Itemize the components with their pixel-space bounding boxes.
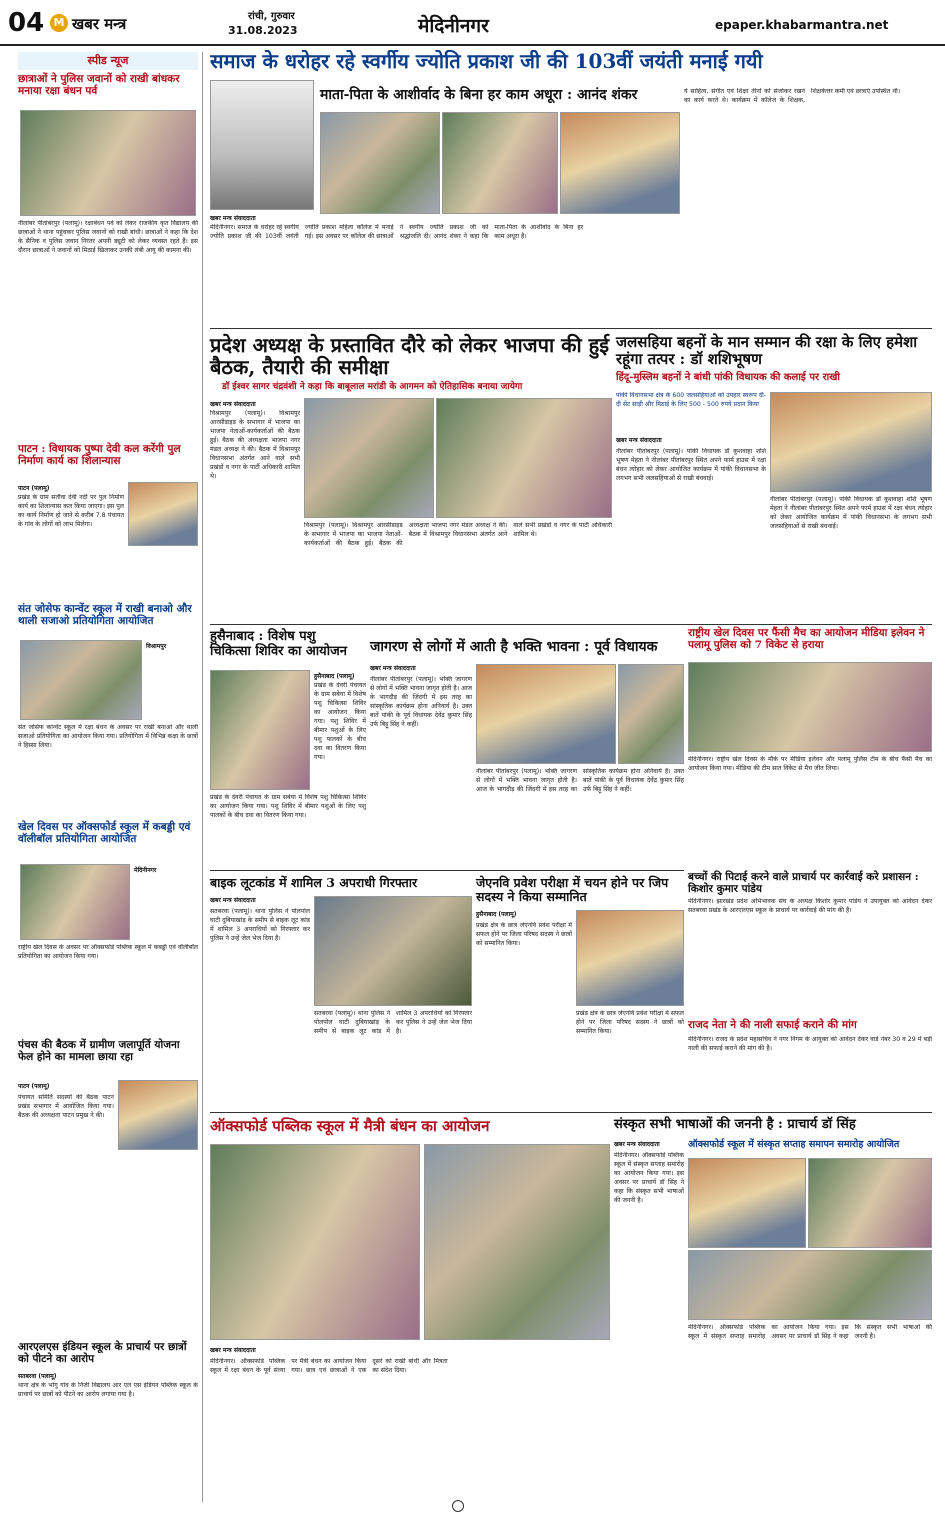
story-patan-body: प्रखंड के ग्राम सतौवा देवी नदी पर पुल निर्माण कार्य का शिलान्यास कल किया जाएगा। इस पुल का कार्य निर्माण हो जाने से करीब 7.8 पंचायत के गांव के लोगों को लाभ मिलेगा।: [18, 494, 124, 528]
story-pandey-body: मेदिनीनगर। झारखंड प्रदेश अभिभावक संघ के अध्यक्ष किशोर कुमार पांडेय ने उपायुक्त को आवेदन देकर सतबरवा प्रखंड के आरएलएस स्कूल के प्राचार्य पर कार्रवाई की मांग की है।: [688, 898, 932, 914]
byline-top: खबर मन्त्र संवाददाता: [210, 215, 256, 222]
edition-name: मेदिनीनगर: [418, 15, 489, 37]
photo-jyoti-prakash: [210, 80, 314, 210]
photo-maitri-students-1: [210, 1144, 420, 1340]
photo-panchayat: [118, 1080, 198, 1150]
photo-event-2: [442, 112, 558, 214]
story-st-joseph-body: संत जोसेफ कान्वेंट स्कूल में रक्षा बंधन के अवसर पर राखी बनाओ और थाली सजाओ प्रतियोगिता का आयोजन किया गया। प्रतियोगिता में विभिन्न कक्षा के छात्रों ने हिस्सा लिया।: [18, 724, 198, 749]
column-divider: [202, 52, 203, 1502]
headline-st-joseph: संत जोसेफ कान्वेंट स्कूल में राखी बनाओ और थाली सजाओ प्रतियोगिता आयोजित: [18, 603, 192, 627]
headline-jnv: जेएनवि प्रवेश परीक्षा में चयन होने पर जिप सदस्य ने किया सम्मानित: [476, 875, 669, 904]
byline-sanskrit: खबर मन्त्र संवाददाता: [614, 1141, 660, 1148]
headline-bhakti: जागरण से लोगों में आती है भक्ति भावना : पूर्व विधायक: [370, 639, 658, 655]
section-speed-news: स्पीड न्यूज: [18, 52, 198, 70]
headline-bjp-meeting: प्रदेश अध्यक्ष के प्रस्तावित दौरे को लेकर भाजपा की हुई बैठक, तैयारी की समीक्षा: [210, 333, 610, 380]
photo-bjp-meeting-2: [436, 398, 612, 518]
bullet-rakhi: पांकी विधानसभा क्षेत्र के 600 जलसहियाओं को उपहार स्वरूप दी- दी सेट साड़ी और मिठाई के लिए 500 - 500 रुपये प्रदान किया: [616, 392, 766, 408]
photo-students-police: [20, 110, 196, 216]
masthead: [0, 0, 945, 46]
story-loot-body: सतबरवा (पलामू)। थाना पुलिस ने पोलपोल घाटी दुबियाखांड़ के समीप से बाइक लूट कांड में शामिल 3 अपराधियों को गिरफ्तार कर पुलिस ने उन्हें जेल भेज दिया है।: [210, 908, 310, 942]
byline-medininagar: मेदिनीनगर: [134, 867, 157, 874]
brand-name: खबर मन्त्र: [72, 15, 127, 33]
story-drain-body: मेदिनीनगर। राजद के प्रदेश महासचिव ने नगर निगम के आयुक्त को आवेदन देकर वार्ड नंबर 30 व 29 में बड़ी नाली की सफाई कराने की मांग की है।: [688, 1036, 932, 1052]
photo-sanskrit-event-3: [688, 1250, 932, 1320]
story-panchayat-body: पंचायत समिति सदस्यों की बैठक पाटन प्रखंड सभागार में आयोजित किया गया। बैठक की अध्यक्षता पाटन प्रमुख ने की।: [18, 1094, 114, 1119]
byline-bishrampur: विश्रामपुर: [146, 643, 167, 650]
photo-mla-pushpa-devi: [128, 482, 198, 546]
photo-cricket-teams: [688, 662, 932, 752]
headline-oxford-kabaddi: खेल दिवस पर ऑक्सफोर्ड स्कूल में कबड्डी एवं वॉलीबॉल प्रतियोगिता आयोजित: [18, 821, 191, 845]
photo-sanskrit-event-1: [688, 1158, 806, 1248]
story-oxford-body: मेदिनीनगर। ऑक्सफोर्ड पब्लिक स्कूल में रक्षा बंधन के पूर्व संध्या पर मैत्री बंधन का आयोजन किया गया। छात्र एवं छात्राओं ने एक दूसरे को राखी बांधी और मित्रता का संदेश दिया।: [210, 1358, 448, 1374]
photo-event-1: [320, 112, 440, 214]
photo-sanskrit-event-2: [808, 1158, 932, 1248]
headline-patan-bridge: पाटन : विधायक पुष्पा देवी कल करेंगी पुल निर्माण कार्य का शिलान्यास: [18, 443, 181, 467]
byline-rakhi: खबर मन्त्र संवाददाता: [616, 437, 662, 444]
photo-bjp-meeting-1: [304, 398, 434, 518]
page-number: 04: [8, 8, 45, 38]
photo-kabaddi: [20, 864, 130, 940]
headline-sanskrit: संस्कृत सभी भाषाओं की जननी है : प्राचार्य डॉ सिंह: [614, 1117, 856, 1132]
story-sanskrit-body: मेदिनीनगर। ऑक्सफोर्ड पब्लिक स्कूल में संस्कृत सप्ताह समारोह का आयोजन किया गया। इस अवसर पर प्राचार्य डॉ सिंह ने कहा कि संस्कृत सभी भाषाओं की जननी है।: [614, 1152, 684, 1204]
divider-bottom: [210, 1112, 932, 1113]
byline-bjp: खबर मन्त्र संवाददाता: [210, 401, 256, 408]
divider-mid-2: [210, 870, 684, 871]
headline-jalsahiya: जलसहिया बहनों के मान सम्मान की रक्षा के लिए हमेशा रहूंगा तत्पर : डॉ शशिभूषण: [616, 333, 918, 368]
left-column: [18, 52, 198, 1502]
photo-maitri-students-2: [424, 1144, 610, 1340]
photo-event-3: [560, 112, 680, 214]
byline-hussainabad: हुसैनाबाद (पलामू): [314, 673, 355, 680]
story-bhakti-body-2: नीलांबर पीतांबरपुर (पलामू)। भक्ति जागरण से लोगों में भक्ति भावना जागृत होती है। आज के भागदौड़ की जिंदगी में इस तरह का सांस्कृतिक कार्यक्रम होना अनिवार्य है। उक्त बातें पांकी के पूर्व विधायक देवेंद्र कुमार सिंह उर्फ बिट्टू सिंह ने कहीं।: [476, 768, 684, 793]
photo-arrested: [314, 896, 472, 1006]
masthead-date: 31.08.2023: [228, 24, 298, 37]
story-rakhi-police-body: नीलांबर पीतांबरपुर (पलामू)। रक्षाबंधन पर्व को लेकर राजकीय कृत विद्यालय की छात्राओं ने थाना पहुंचकर पुलिस जवानों को राखी बांधी। छात्राओं ने कहा कि देश के सैनिक व पुलिस जवान निरंतर अपनी ड्यूटी को लेकर व्यवस्त रहते हैं। इस दौरान छात्राओं ने जवानों को मिठाई खिलाकर उनकी लंबी आयु की कामना की।: [18, 220, 198, 254]
story-bhakti-body: नीलांबर पीतांबरपुर (पलामू)। भक्ति जागरण से लोगों में भक्ति भावना जागृत होती है। आज के भागदौड़ की जिंदगी में इस तरह का सांस्कृतिक कार्यक्रम होना अनिवार्य है। उक्त बातें पांकी के पूर्व विधायक देवेंद्र कुमार सिंह उर्फ बिट्टू सिंह ने कहीं।: [370, 676, 472, 728]
top-subheadline: माता-पिता के आशीर्वाद के बिना हर काम अधूरा : आनंद शंकर: [320, 87, 638, 103]
headline-pandey: बच्चों की पिटाई करने वाले प्राचार्य पर कार्रवाई करे प्रशासन : किशोर कुमार पांडेय: [688, 871, 919, 895]
photo-bhakti-2: [618, 664, 684, 764]
story-sports-body: मेदिनीनगर। राष्ट्रीय खेल दिवस के मौके पर मीडिया इलेवन और पलामू पुलिस टीम के बीच फैंसी मैच का आयोजन किया गया। मीडिया की टीम सात विकेट से मैच जीत लिया।: [688, 756, 932, 772]
brand-logo-icon: M: [50, 14, 68, 32]
story-rakhi-body: नीलांबर पीतांबरपुर (पलामू)। पांकी विधायक डॉ कुशवाहा शशि भूषण मेहता ने नीलांबर पीतांबरपुर स्थित अपने फार्म हाउस में रक्षा बंधन त्योहार को लेकर आयोजित कार्यक्रम में पांकी विधानसभा के लगभग सभी जलसहियाओं से राखी बंधवाई।: [616, 448, 766, 482]
story-rakhi-body-2: नीलांबर पीतांबरपुर (पलामू)। पांकी विधायक डॉ कुशवाहा शशि भूषण मेहता ने नीलांबर पीतांबरपुर स्थित अपने फार्म हाउस में रक्षा बंधन त्योहार को लेकर आयोजित कार्यक्रम में पांकी विधानसभा के लगभग सभी जलसहियाओं से राखी बंधवाई।: [770, 496, 932, 530]
headline-panchayat-water: पंचस की बैठक में ग्रामीण जलापूर्ति योजना फेल होने का मामला छाया रहा: [18, 1039, 180, 1063]
story-vet-body: प्रखंड के देवरी पंचायत के ग्राम सबेया में विशेष पशु चिकित्सा शिविर का आयोजन किया गया। पशु शिविर में बीमार पशुओं के लिए पशु पालकों के बीच दवा का वितरण किया गया।: [314, 682, 366, 761]
story-rls-body: थाना क्षेत्र के भोगु गांव के निजी विद्यालय आर एल एस इंडियन पब्लिक स्कूल के प्राचार्य पर छात्रों को पीटने का आरोप लगाया गया है।: [18, 1382, 198, 1398]
deck-bjp: डॉ ईश्वर सागर चंद्रवंशी ने कहा कि बाबूलाल मरांडी के आगमन को ऐतिहासिक बनाया जायेगा: [222, 382, 523, 392]
byline-patan-2: पाटन (पलामू): [18, 1083, 50, 1090]
byline-jnv: हुसैनाबाद (पलामू): [476, 911, 517, 918]
top-story-body: मेदिनीनगर। समाज के धरोहर रहे स्वर्गीय ज्योति प्रकाश जी की 103वीं जयंती ज्योति प्रकाश महिला कॉलेज में मनाई गई। इस अवसर पर कॉलेज की छात्राओं ने स्वर्गीय ज्योति प्रकाश जी को श्रद्धांजलि दी। आनंद शंकर ने कहा कि माता-पिता के आशीर्वाद के बिना हर काम अधूरा है।: [210, 224, 584, 240]
photo-jnv-students: [576, 910, 684, 1006]
photo-rakhi-mla: [770, 392, 932, 492]
story-kabaddi-body: राष्ट्रीय खेल दिवस के अवसर पर ऑक्सफोर्ड पब्लिक स्कूल में कबड्डी एवं वॉलीबॉल प्रतियोगिता का आयोजन किया गया।: [18, 944, 198, 960]
headline-sports-match: राष्ट्रीय खेल दिवस पर फैंसी मैच का आयोजन मीडिया इलेवन ने पलामू पुलिस को 7 विकेट से हराया: [688, 627, 925, 651]
headline-sanskrit-box: ऑक्सफोर्ड स्कूल में संस्कृत सप्ताह समापन समारोह आयोजित: [688, 1139, 900, 1150]
top-banner-headline: समाज के धरोहर रहे स्वर्गीय ज्योति प्रकाश जी की 103वीं जयंती मनाई गयी: [210, 50, 763, 73]
headline-rakhi-police: छात्राओं ने पुलिस जवानों को राखी बांधकर मनाया रक्षा बंधन पर्व: [18, 73, 180, 97]
story-bjp-body: विश्रामपुर (पलामू)। विश्रामपुर आरसीडाइड के सभागार में भाजपा का भाजपा नेताओं-कार्यकर्ताओं की बैठक हुई। बैठक की अध्यक्षता भाजपा नगर मंडल अध्यक्ष ने की। बैठक में विश्रामपुर विधानसभा अंतर्गत आने वाले सभी प्रखंडों व नगर के पार्टी अधिकारी शामिल थे।: [210, 410, 300, 480]
headline-drain: राजद नेता ने की नाली सफाई कराने की मांग: [688, 1019, 857, 1031]
story-jnv-body-2: प्रखंड क्षेत्र के छात्र जेएनवि प्रवेश परीक्षा में सफल होने पर जिला परिषद सदस्य ने छात्रों को सम्मानित किया।: [576, 1010, 684, 1035]
photo-st-joseph-students: [20, 640, 142, 720]
byline-oxford: खबर मन्त्र संवाददाता: [210, 1347, 256, 1354]
headline-vet-camp: हुसैनाबाद : विशेष पशु चिकित्सा शिविर का आयोजन: [210, 629, 347, 659]
story-loot-body-2: सतबरवा (पलामू)। थाना पुलिस ने पोलपोल घाटी दुबियाखांड़ के समीप से बाइक लूट कांड में शामिल 3 अपराधियों को गिरफ्तार कर पुलिस ने उन्हें जेल भेज दिया है।: [314, 1010, 472, 1035]
byline-loot: खबर मन्त्र संवाददाता: [210, 897, 256, 904]
deck-rakhi-mla: हिंदू-मुस्लिम बहनों ने बांधी पांकी विधायक की कलाई पर राखी: [616, 372, 841, 383]
photo-bhakti-1: [476, 664, 616, 764]
epaper-url[interactable]: epaper.khabarmantra.net: [715, 18, 889, 32]
story-vet-body-2: प्रखंड के देवरी पंचायत के ग्राम सबेया में विशेष पशु चिकित्सा शिविर का आयोजन किया गया। पशु शिविर में बीमार पशुओं के लिए पशु पालकों के बीच दवा का वितरण किया गया।: [210, 794, 366, 819]
divider-top: [210, 328, 932, 329]
byline-bhakti: खबर मन्त्र संवाददाता: [370, 665, 416, 672]
register-mark-icon: [452, 1500, 464, 1512]
byline-satbarwa: सतबरवा (पलामू): [18, 1373, 57, 1380]
story-sanskrit-body-2: मेदिनीनगर। ऑक्सफोर्ड पब्लिक स्कूल में संस्कृत सप्ताह समारोह का आयोजन किया गया। इस अवसर पर प्राचार्य डॉ सिंह ने कहा कि संस्कृत सभी भाषाओं की जननी है।: [688, 1324, 932, 1340]
story-jnv-body: प्रखंड क्षेत्र के छात्र जेएनवि प्रवेश परीक्षा में सफल होने पर जिला परिषद सदस्य ने छात्रों को सम्मानित किया।: [476, 922, 572, 947]
photo-vet-camp: [210, 670, 310, 790]
headline-bike-loot: बाइक लूटकांड में शामिल 3 अपराधी गिरफ्तार: [210, 875, 418, 890]
headline-rls-school: आरएलएस इंडियन स्कूल के प्राचार्य पर छात्रों को पीटने का आरोप: [18, 1341, 187, 1365]
divider-mid-1: [210, 624, 932, 625]
story-bjp-body-2: विश्रामपुर (पलामू)। विश्रामपुर आरसीडाइड के सभागार में भाजपा का भाजपा नेताओं-कार्यकर्ताओं की बैठक हुई। बैठक की अध्यक्षता भाजपा नगर मंडल अध्यक्ष ने की। बैठक में विश्रामपुर विधानसभा अंतर्गत आने वाले सभी प्रखंडों व नगर के पार्टी अधिकारी शामिल थे।: [304, 522, 612, 547]
masthead-city: रांची, गुरुवार: [248, 11, 295, 22]
top-story-body-continued: ये साहित्य, संगीत एवं शिक्षा तीनों को संजोकर रखने का कार्य करते थे। कार्यक्रम में कॉलेज के शिक्षक, शिक्षकेत्तर कर्मी एवं छात्राएं उपस्थित थीं।: [684, 88, 901, 104]
byline-patan: पाटन (पलामू): [18, 485, 50, 492]
headline-oxford-maitri: ऑक्सफोर्ड पब्लिक स्कूल में मैत्री बंधन का आयोजन: [210, 1117, 490, 1135]
